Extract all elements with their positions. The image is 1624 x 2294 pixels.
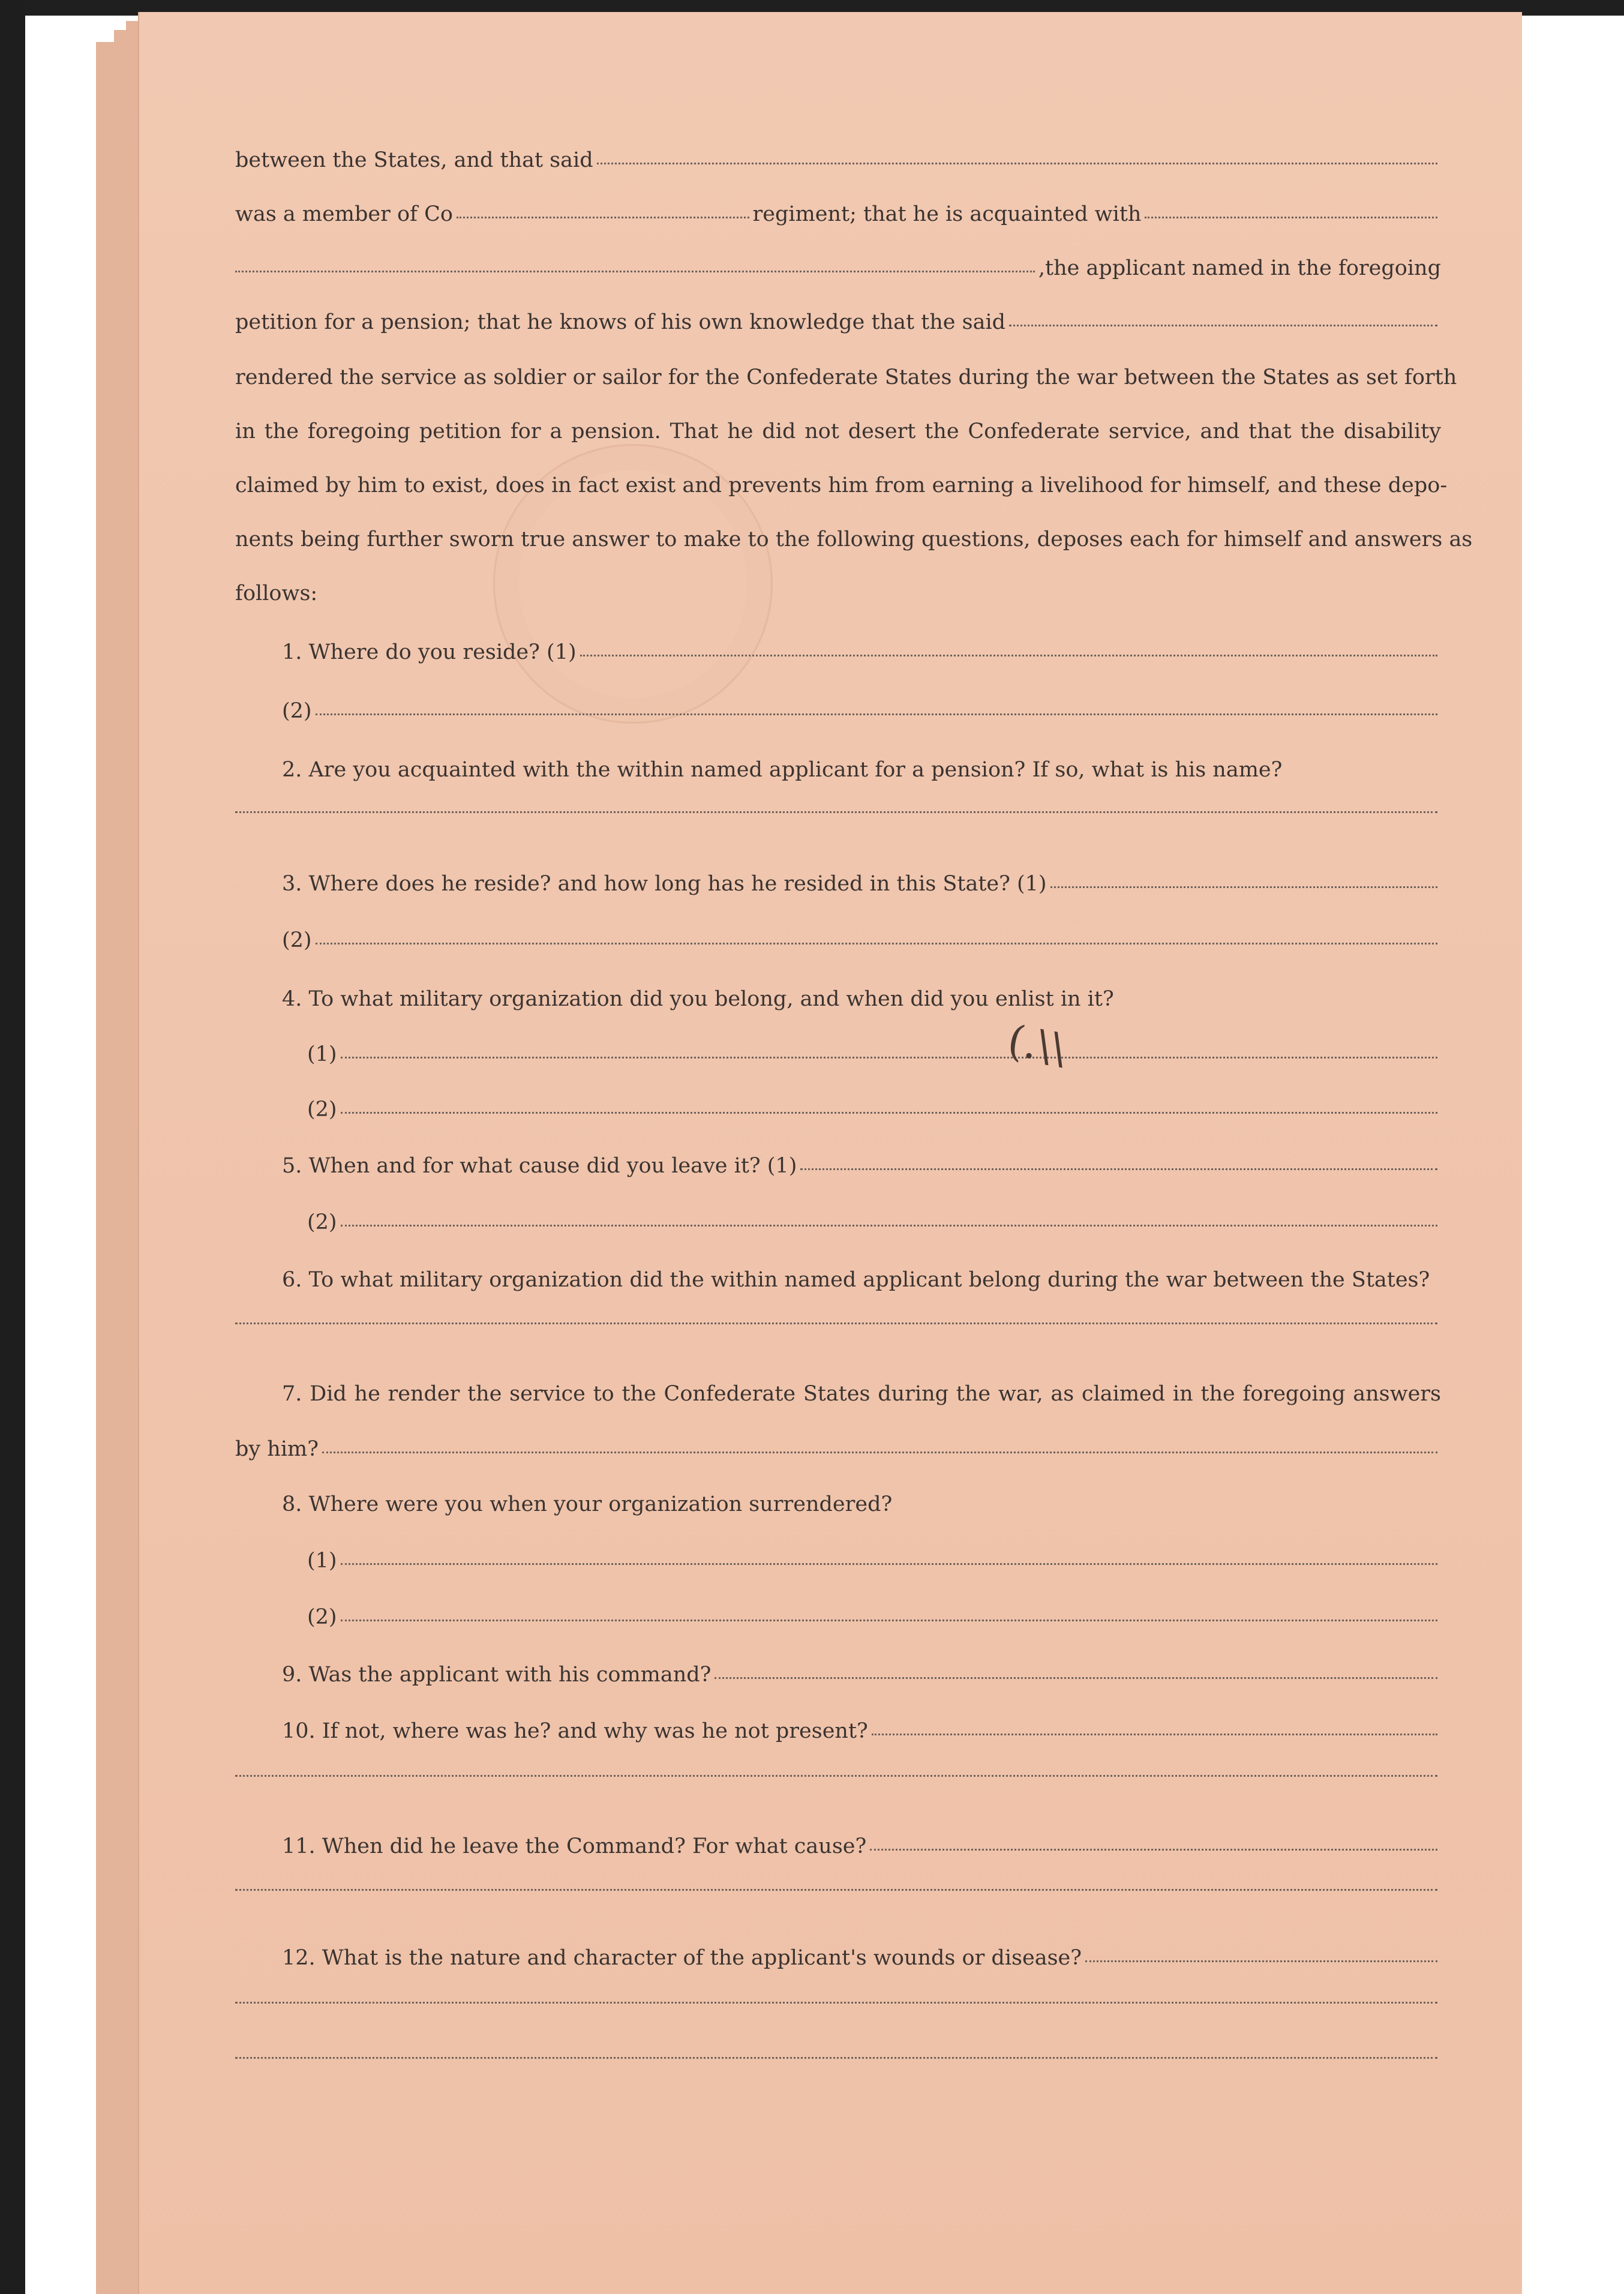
line-text: rendered the service as soldier or sailor for the Confederate States during the war between the States as set forth bbox=[235, 365, 1457, 389]
question-1-part-2 bbox=[282, 701, 1441, 722]
question-7 bbox=[282, 1384, 1441, 1405]
handwritten-mark: (.\\ bbox=[1004, 1015, 1070, 1074]
question-text: 9. Was the applicant with his command? bbox=[282, 1663, 712, 1687]
answer-line[interactable] bbox=[1050, 886, 1437, 888]
answer-line[interactable] bbox=[341, 1563, 1437, 1565]
question-8-part-1 bbox=[307, 1551, 1441, 1572]
answer-line[interactable] bbox=[872, 1734, 1437, 1735]
question-text: 12. What is the nature and character of the applicant's wounds or disease? bbox=[282, 1946, 1082, 1970]
question-text: (2) bbox=[282, 699, 312, 723]
question-text: 4. To what military organization did you belong, and when did you enlist in it? bbox=[282, 987, 1114, 1011]
question-text: by him? bbox=[235, 1437, 319, 1461]
question-11 bbox=[282, 1836, 1441, 1857]
line-text: follows: bbox=[235, 581, 318, 605]
answer-line[interactable] bbox=[341, 1112, 1437, 1114]
answer-line[interactable] bbox=[235, 811, 1437, 813]
line-foregoing-petition bbox=[235, 421, 1441, 442]
line-text: petition for a pension; that he knows of his own knowledge that the said bbox=[235, 310, 1006, 334]
scan-frame-left bbox=[0, 0, 25, 2294]
line-nents bbox=[235, 527, 1473, 551]
fill-line-acquainted[interactable] bbox=[1145, 217, 1437, 218]
question-2-answer bbox=[235, 814, 1441, 815]
fill-line[interactable] bbox=[597, 163, 1437, 164]
line-text: in the foregoing petition for a pension. That he did not desert the Confederate service, and that the disability bbox=[235, 419, 1441, 443]
line-between-states bbox=[235, 150, 1441, 171]
question-text: (1) bbox=[307, 1042, 337, 1066]
answer-line[interactable] bbox=[235, 2002, 1437, 2004]
line-member-of-co bbox=[235, 204, 1441, 225]
question-text: (2) bbox=[307, 1097, 337, 1121]
question-4 bbox=[282, 989, 1441, 1010]
question-9 bbox=[282, 1665, 1441, 1686]
question-4-part-1 bbox=[307, 1044, 1441, 1065]
line-text: was a member of Co bbox=[235, 202, 453, 226]
question-8-part-2 bbox=[307, 1607, 1441, 1628]
line-rendered-service bbox=[235, 365, 1457, 389]
question-12 bbox=[282, 1948, 1441, 1969]
question-1 bbox=[282, 642, 1441, 663]
question-4-part-2 bbox=[307, 1099, 1441, 1120]
answer-line[interactable] bbox=[235, 2057, 1437, 2059]
line-text: between the States, and that said bbox=[235, 148, 593, 172]
question-text: 2. Are you acquainted with the within named applicant for a pension? If so, what is his name? bbox=[282, 758, 1283, 782]
question-10-answer bbox=[235, 1777, 1441, 1779]
question-5 bbox=[282, 1156, 1441, 1177]
answer-line[interactable] bbox=[235, 1775, 1437, 1777]
answer-line[interactable] bbox=[322, 1452, 1437, 1453]
line-text: ,the applicant named in the foregoing bbox=[1038, 256, 1441, 280]
line-text: regiment; that he is acquainted with bbox=[752, 202, 1142, 226]
question-text: 10. If not, where was he? and why was he not present? bbox=[282, 1719, 868, 1743]
question-6 bbox=[282, 1270, 1441, 1291]
line-claimed-by-him bbox=[235, 473, 1448, 497]
question-text: 7. Did he render the service to the Confederate States during the war, as claimed in the foregoing answers bbox=[282, 1382, 1441, 1406]
question-5-part-2 bbox=[307, 1212, 1441, 1233]
question-text: 3. Where does he reside? and how long has he resided in this State? (1) bbox=[282, 872, 1047, 896]
answer-line[interactable] bbox=[1085, 1960, 1437, 1962]
line-applicant-named bbox=[235, 258, 1441, 279]
question-7-continued bbox=[235, 1439, 1441, 1460]
answer-line[interactable] bbox=[715, 1677, 1437, 1679]
answer-line[interactable] bbox=[341, 1225, 1437, 1227]
question-8 bbox=[282, 1494, 1441, 1515]
question-text: (2) bbox=[307, 1210, 337, 1234]
question-3-part-2 bbox=[282, 930, 1441, 951]
answer-line[interactable] bbox=[235, 1323, 1437, 1324]
question-text: 6. To what military organization did the within named applicant belong during the war between the States? bbox=[282, 1268, 1430, 1292]
question-text: 11. When did he leave the Command? For what cause? bbox=[282, 1834, 867, 1858]
question-text: 8. Where were you when your organization surrendered? bbox=[282, 1492, 893, 1516]
question-12-answer-1 bbox=[235, 2004, 1441, 2006]
question-text: (2) bbox=[282, 928, 312, 952]
fill-line[interactable] bbox=[1009, 325, 1437, 326]
answer-line[interactable] bbox=[235, 1889, 1437, 1891]
line-text: nents being further sworn true answer to make to the following questions, deposes each for himself and answers as bbox=[235, 527, 1473, 551]
answer-line[interactable] bbox=[341, 1057, 1437, 1058]
answer-line[interactable] bbox=[800, 1168, 1437, 1170]
fill-line[interactable] bbox=[235, 271, 1035, 272]
answer-line[interactable] bbox=[316, 713, 1437, 715]
fill-line-company[interactable] bbox=[457, 217, 749, 218]
answer-line[interactable] bbox=[580, 655, 1437, 656]
question-6-answer bbox=[235, 1325, 1441, 1327]
answer-line[interactable] bbox=[316, 943, 1437, 944]
question-10 bbox=[282, 1721, 1441, 1742]
question-12-answer-2 bbox=[235, 2059, 1441, 2061]
question-2 bbox=[282, 760, 1441, 781]
question-11-answer bbox=[235, 1891, 1441, 1893]
line-petition bbox=[235, 312, 1441, 333]
question-text: 1. Where do you reside? (1) bbox=[282, 640, 577, 664]
question-text: 5. When and for what cause did you leave it? (1) bbox=[282, 1154, 797, 1178]
answer-line[interactable] bbox=[341, 1620, 1437, 1621]
question-text: (1) bbox=[307, 1549, 337, 1573]
question-text: (2) bbox=[307, 1605, 337, 1629]
line-follows bbox=[235, 583, 1441, 604]
answer-line[interactable] bbox=[870, 1849, 1437, 1851]
line-text: claimed by him to exist, does in fact exist and prevents him from earning a livelihood for himself, and these depo- bbox=[235, 473, 1448, 497]
question-3 bbox=[282, 874, 1441, 895]
